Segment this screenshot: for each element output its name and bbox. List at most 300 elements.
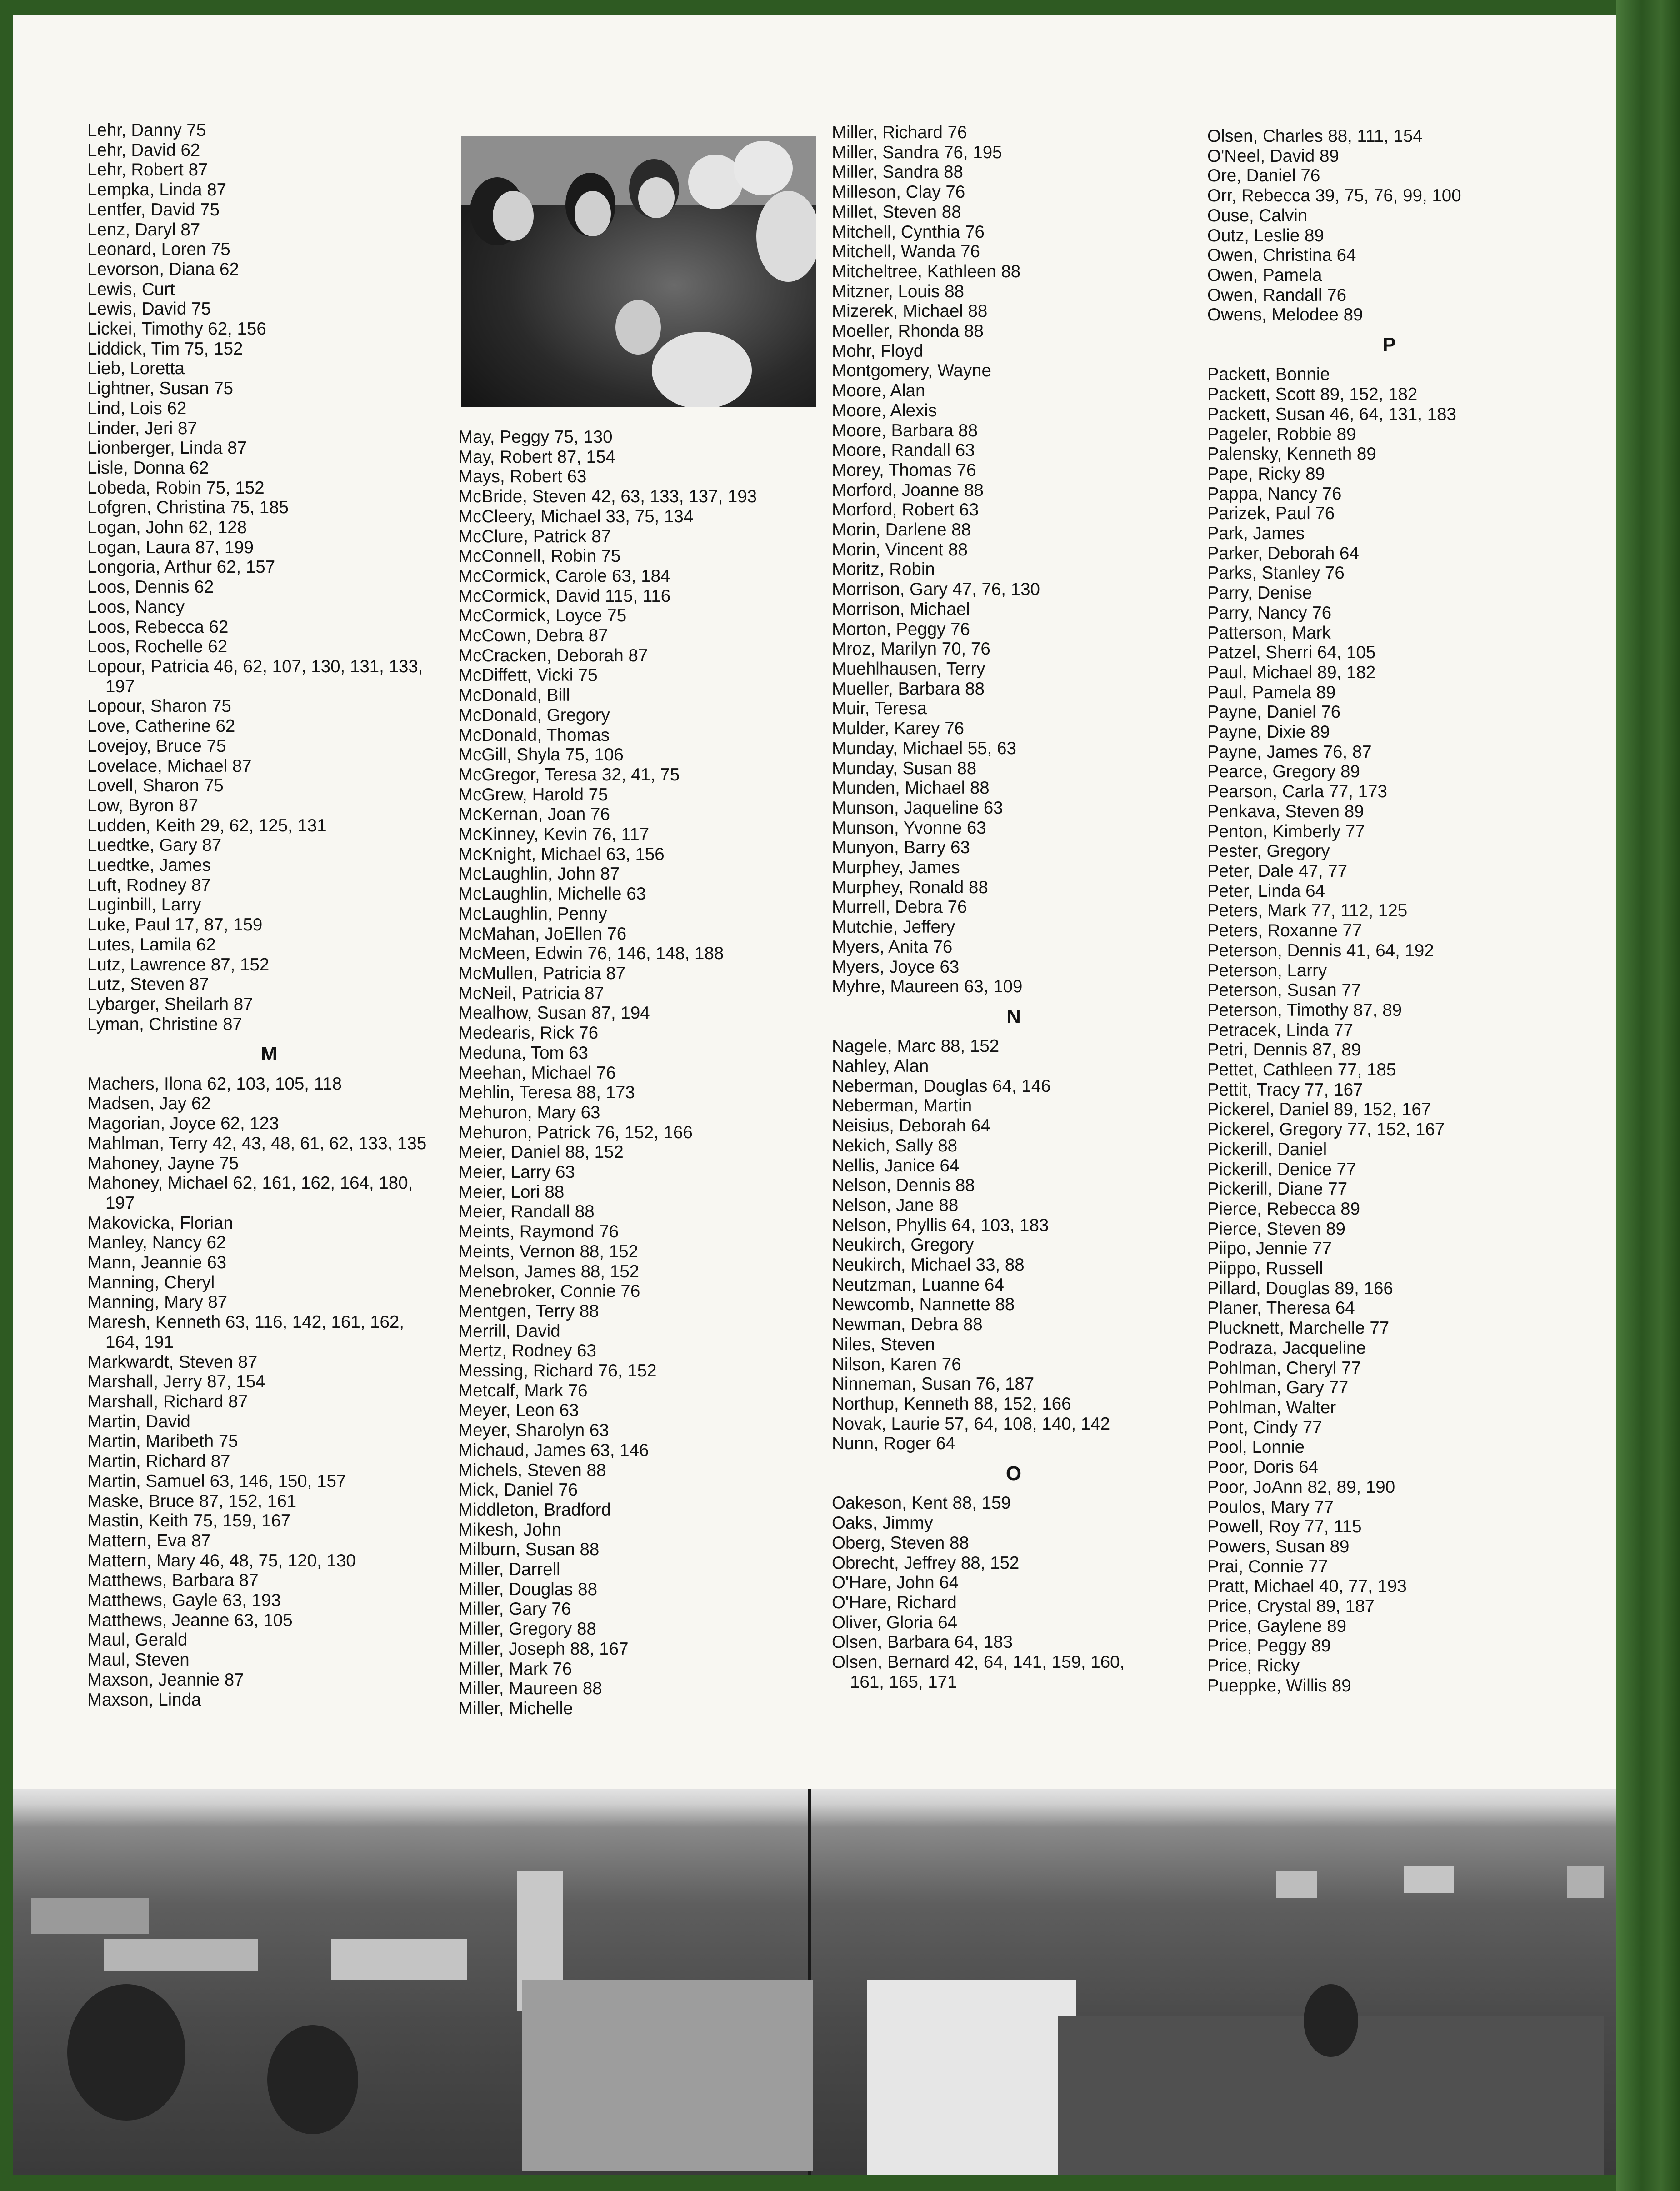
- house: [1567, 1866, 1604, 1898]
- index-entry: Leonard, Loren 75: [87, 240, 230, 260]
- index-entry: Luft, Rodney 87: [87, 875, 211, 895]
- index-entry: Miller, Darrell: [458, 1560, 560, 1580]
- index-entry: Moore, Alexis: [832, 400, 937, 420]
- index-entry: Meduna, Tom 63: [458, 1043, 589, 1063]
- index-entry: Meier, Larry 63: [458, 1162, 575, 1182]
- index-entry: Northup, Kenneth 88, 152, 166: [832, 1394, 1071, 1414]
- index-entry: Miller, Mark 76: [458, 1659, 572, 1679]
- index-entry: Packett, Susan 46, 64, 131, 183: [1207, 404, 1456, 424]
- index-entry: Makovicka, Florian: [87, 1213, 233, 1233]
- index-entry: Orr, Rebecca 39, 75, 76, 99, 100: [1207, 186, 1461, 206]
- index-entry: Pont, Cindy 77: [1207, 1417, 1322, 1437]
- index-entry: Patterson, Mark: [1207, 623, 1331, 643]
- index-entry: Luedtke, Gary 87: [87, 835, 222, 855]
- index-entry: Mattern, Mary 46, 48, 75, 120, 130: [87, 1551, 356, 1571]
- index-entry: Pohlman, Walter: [1207, 1397, 1336, 1417]
- index-entry: Lutz, Lawrence 87, 152: [87, 955, 270, 975]
- index-entry: Manley, Nancy 62: [87, 1233, 226, 1253]
- index-entry: Mroz, Marilyn 70, 76: [832, 639, 990, 659]
- index-entry: Loos, Nancy: [87, 597, 185, 617]
- index-entry: Ludden, Keith 29, 62, 125, 131: [87, 815, 327, 835]
- index-entry: Penton, Kimberly 77: [1207, 821, 1365, 841]
- index-entry: Outz, Leslie 89: [1207, 225, 1324, 245]
- index-entry: Pester, Gregory: [1207, 841, 1330, 861]
- index-column-4: [1207, 126, 1571, 1696]
- section-letter: O: [1005, 1462, 1022, 1485]
- index-entry: Poulos, Mary 77: [1207, 1497, 1334, 1517]
- index-entry: Morrison, Gary 47, 76, 130: [832, 580, 1040, 600]
- index-entry: Parry, Nancy 76: [1207, 603, 1332, 623]
- index-entry: Martin, David: [87, 1411, 190, 1431]
- index-entry: Loos, Rebecca 62: [87, 617, 229, 637]
- index-entry: 197: [105, 1193, 135, 1213]
- index-entry: Pettet, Cathleen 77, 185: [1207, 1060, 1396, 1080]
- photo-figure: [575, 191, 611, 236]
- index-entry: Miller, Gary 76: [458, 1599, 571, 1619]
- index-entry: Neberman, Martin: [832, 1096, 972, 1116]
- index-entry: Liddick, Tim 75, 152: [87, 339, 243, 359]
- index-entry: McCleery, Michael 33, 75, 134: [458, 506, 694, 526]
- index-entry: Parizek, Paul 76: [1207, 504, 1335, 524]
- index-entry: Montgomery, Wayne: [832, 361, 991, 381]
- index-entry: Nilson, Karen 76: [832, 1354, 961, 1374]
- index-entry: Peter, Linda 64: [1207, 881, 1325, 901]
- index-entry: Markwardt, Steven 87: [87, 1352, 258, 1372]
- photo-figure: [756, 191, 816, 282]
- index-entry: Planer, Theresa 64: [1207, 1298, 1355, 1318]
- index-entry: McLaughlin, John 87: [458, 864, 620, 884]
- building-roof: [331, 1939, 467, 1980]
- index-entry: Lovell, Sharon 75: [87, 776, 224, 796]
- index-entry: Maul, Steven: [87, 1650, 190, 1670]
- index-entry: O'Hare, Richard: [832, 1593, 957, 1612]
- index-entry: Niles, Steven: [832, 1334, 935, 1354]
- index-entry: Mulder, Karey 76: [832, 719, 965, 739]
- index-entry: McDonald, Bill: [458, 685, 570, 705]
- index-entry: Owen, Christina 64: [1207, 245, 1356, 265]
- index-entry: Paul, Michael 89, 182: [1207, 662, 1376, 682]
- index-entry: Mick, Daniel 76: [458, 1480, 578, 1500]
- index-entry: Murphey, James: [832, 858, 960, 878]
- index-entry: Miller, Maureen 88: [458, 1679, 602, 1699]
- index-entry: Merrill, David: [458, 1321, 560, 1341]
- index-entry: Marshall, Richard 87: [87, 1391, 248, 1411]
- index-entry: McGill, Shyla 75, 106: [458, 745, 624, 765]
- index-entry: Moore, Barbara 88: [832, 420, 978, 440]
- index-entry: Novak, Laurie 57, 64, 108, 140, 142: [832, 1414, 1110, 1434]
- index-entry: Podraza, Jacqueline: [1207, 1338, 1366, 1358]
- photo-figure: [615, 300, 661, 355]
- index-entry: Parks, Stanley 76: [1207, 563, 1345, 583]
- index-entry: Obrecht, Jeffrey 88, 152: [832, 1553, 1020, 1573]
- index-entry: McBride, Steven 42, 63, 133, 137, 193: [458, 487, 757, 507]
- index-entry: Payne, Dixie 89: [1207, 722, 1330, 742]
- index-entry: Moore, Randall 63: [832, 440, 975, 460]
- index-entry: Price, Crystal 89, 187: [1207, 1596, 1375, 1616]
- index-entry: Lyman, Christine 87: [87, 1014, 242, 1034]
- index-entry: Mehuron, Mary 63: [458, 1102, 600, 1122]
- index-entry: Mitzner, Louis 88: [832, 281, 965, 301]
- index-entry: Miller, Douglas 88: [458, 1579, 598, 1599]
- building-roof: [104, 1939, 258, 1971]
- index-entry: Murphey, Ronald 88: [832, 877, 988, 897]
- section-letter: N: [1006, 1005, 1021, 1028]
- index-entry: Meier, Daniel 88, 152: [458, 1142, 624, 1162]
- index-entry: Meyer, Sharolyn 63: [458, 1421, 609, 1441]
- index-entry: Pickerel, Gregory 77, 152, 167: [1207, 1120, 1445, 1140]
- index-entry: Martin, Samuel 63, 146, 150, 157: [87, 1471, 346, 1491]
- index-entry: Price, Gaylene 89: [1207, 1616, 1347, 1636]
- tree: [267, 2025, 358, 2134]
- index-entry: Pool, Lonnie: [1207, 1437, 1305, 1457]
- index-entry: Morey, Thomas 76: [832, 460, 976, 480]
- index-entry: Peter, Dale 47, 77: [1207, 861, 1348, 881]
- index-entry: Pettit, Tracy 77, 167: [1207, 1080, 1363, 1100]
- index-entry: Nelson, Phyllis 64, 103, 183: [832, 1215, 1049, 1235]
- index-entry: 164, 191: [105, 1332, 174, 1352]
- index-entry: Pickerill, Denice 77: [1207, 1159, 1356, 1179]
- index-entry: Lionberger, Linda 87: [87, 438, 247, 458]
- index-entry: Lybarger, Sheilarh 87: [87, 994, 253, 1014]
- index-entry: Oaks, Jimmy: [832, 1513, 933, 1533]
- index-entry: Lewis, David 75: [87, 299, 211, 319]
- index-entry: Pratt, Michael 40, 77, 193: [1207, 1576, 1407, 1596]
- index-entry: Ninneman, Susan 76, 187: [832, 1374, 1035, 1394]
- index-entry: Munson, Jaqueline 63: [832, 798, 1003, 818]
- index-entry: Morin, Vincent 88: [832, 540, 968, 560]
- index-entry: Meyer, Leon 63: [458, 1401, 579, 1421]
- index-entry: Lopour, Sharon 75: [87, 696, 231, 716]
- index-entry: McKnight, Michael 63, 156: [458, 844, 665, 864]
- index-entry: McCormick, Loyce 75: [458, 606, 627, 626]
- index-entry: Mohr, Floyd: [832, 341, 924, 361]
- index-entry: Pickerill, Diane 77: [1207, 1179, 1348, 1199]
- index-entry: McCormick, Carole 63, 184: [458, 566, 670, 586]
- index-entry: Meier, Lori 88: [458, 1182, 565, 1202]
- index-entry: Peterson, Dennis 41, 64, 192: [1207, 940, 1434, 960]
- index-entry: Lehr, David 62: [87, 140, 200, 160]
- index-entry: Owen, Pamela: [1207, 265, 1322, 285]
- index-column-1: [87, 120, 451, 1710]
- index-entry: McConnell, Robin 75: [458, 546, 621, 566]
- index-entry: McDiffett, Vicki 75: [458, 665, 598, 685]
- index-entry: Miller, Sandra 88: [832, 162, 963, 182]
- index-entry: Lovejoy, Bruce 75: [87, 736, 226, 756]
- index-entry: McMullen, Patricia 87: [458, 963, 626, 983]
- index-column-2: [458, 427, 822, 1719]
- index-entry: Peterson, Larry: [1207, 960, 1327, 980]
- index-entry: Luke, Paul 17, 87, 159: [87, 915, 263, 935]
- index-entry: Olsen, Barbara 64, 183: [832, 1632, 1013, 1652]
- index-entry: Manning, Cheryl: [87, 1272, 215, 1292]
- index-entry: Munday, Susan 88: [832, 758, 977, 778]
- index-entry: Pageler, Robbie 89: [1207, 424, 1356, 444]
- index-entry: Pillard, Douglas 89, 166: [1207, 1278, 1393, 1298]
- index-entry: Morrison, Michael: [832, 599, 970, 619]
- index-entry: Moore, Alan: [832, 381, 925, 401]
- index-entry: Mattern, Eva 87: [87, 1531, 211, 1551]
- index-entry: Melson, James 88, 152: [458, 1261, 640, 1281]
- index-entry: Meier, Randall 88: [458, 1202, 595, 1222]
- index-entry: Muehlhausen, Terry: [832, 659, 985, 679]
- index-entry: Maske, Bruce 87, 152, 161: [87, 1491, 297, 1511]
- index-entry: Ouse, Calvin: [1207, 205, 1308, 225]
- index-entry: Murrell, Debra 76: [832, 897, 967, 917]
- index-entry: McMeen, Edwin 76, 146, 148, 188: [458, 944, 724, 964]
- index-entry: Palensky, Kenneth 89: [1207, 444, 1376, 464]
- index-entry: Paul, Pamela 89: [1207, 682, 1336, 702]
- index-entry: Mitcheltree, Kathleen 88: [832, 261, 1021, 281]
- section-letter: P: [1382, 334, 1396, 356]
- index-entry: Lewis, Curt: [87, 279, 175, 299]
- index-entry: Pickerel, Daniel 89, 152, 167: [1207, 1100, 1431, 1120]
- index-entry: Medearis, Rick 76: [458, 1023, 599, 1043]
- index-entry: 197: [105, 676, 135, 696]
- index-entry: Mentgen, Terry 88: [458, 1301, 599, 1321]
- index-entry: Pickerill, Daniel: [1207, 1139, 1327, 1159]
- index-entry: Neisius, Deborah 64: [832, 1116, 990, 1136]
- index-entry: Myers, Anita 76: [832, 937, 953, 957]
- photo-figure: [652, 332, 752, 407]
- index-entry: Milburn, Susan 88: [458, 1540, 600, 1560]
- index-entry: Olsen, Charles 88, 111, 154: [1207, 126, 1423, 146]
- index-entry: Linder, Jeri 87: [87, 418, 197, 438]
- index-entry: Matthews, Barbara 87: [87, 1571, 259, 1591]
- index-entry: Nelson, Jane 88: [832, 1195, 959, 1215]
- index-entry: McDonald, Gregory: [458, 705, 610, 725]
- index-entry: Peters, Roxanne 77: [1207, 921, 1362, 941]
- index-entry: Levorson, Diana 62: [87, 259, 239, 279]
- index-entry: Newcomb, Nannette 88: [832, 1295, 1015, 1315]
- index-entry: Mizerek, Michael 88: [832, 301, 988, 321]
- tree: [1304, 1984, 1358, 2057]
- index-entry: Myhre, Maureen 63, 109: [832, 977, 1023, 997]
- index-entry: Petracek, Linda 77: [1207, 1020, 1354, 1040]
- index-entry: Nagele, Marc 88, 152: [832, 1036, 1000, 1056]
- index-entry: Moeller, Rhonda 88: [832, 321, 984, 341]
- index-entry: McClure, Patrick 87: [458, 526, 611, 546]
- index-entry: Moritz, Robin: [832, 560, 935, 580]
- index-entry: Marshall, Jerry 87, 154: [87, 1372, 265, 1392]
- index-entry: Mitchell, Wanda 76: [832, 242, 980, 262]
- index-entry: Peterson, Susan 77: [1207, 980, 1361, 1000]
- index-entry: Meints, Raymond 76: [458, 1222, 619, 1242]
- index-entry: Pohlman, Cheryl 77: [1207, 1358, 1361, 1378]
- index-entry: Pierce, Steven 89: [1207, 1219, 1345, 1239]
- index-entry: Lopour, Patricia 46, 62, 107, 130, 131, 133,: [87, 656, 423, 676]
- index-entry: Plucknett, Marchelle 77: [1207, 1318, 1390, 1338]
- index-entry: Muir, Teresa: [832, 699, 927, 719]
- photo-figure: [638, 177, 675, 218]
- index-entry: Oakeson, Kent 88, 159: [832, 1493, 1011, 1513]
- index-entry: Luedtke, James: [87, 855, 211, 875]
- index-entry: Poor, Doris 64: [1207, 1457, 1318, 1477]
- index-entry: Logan, Laura 87, 199: [87, 537, 254, 557]
- index-entry: Lehr, Danny 75: [87, 120, 206, 140]
- index-entry: May, Robert 87, 154: [458, 447, 615, 467]
- index-entry: Middleton, Bradford: [458, 1500, 611, 1520]
- index-entry: Morford, Joanne 88: [832, 480, 984, 500]
- index-entry: Mitchell, Cynthia 76: [832, 222, 985, 242]
- index-entry: Nelson, Dennis 88: [832, 1176, 975, 1196]
- group-photo: [461, 136, 816, 407]
- index-entry: Miller, Richard 76: [832, 123, 967, 142]
- index-entry: Morton, Peggy 76: [832, 619, 970, 639]
- index-entry: Newman, Debra 88: [832, 1315, 983, 1335]
- index-entry: McNeil, Patricia 87: [458, 983, 604, 1003]
- photo-figure: [493, 191, 534, 241]
- index-entry: McKernan, Joan 76: [458, 805, 610, 825]
- index-entry: Lenz, Daryl 87: [87, 220, 200, 240]
- index-column-3: [832, 123, 1195, 1692]
- index-entry: Maxson, Jeannie 87: [87, 1670, 244, 1690]
- book-spine: [1616, 0, 1680, 2191]
- index-entry: Munday, Michael 55, 63: [832, 738, 1016, 758]
- index-entry: Pueppke, Willis 89: [1207, 1676, 1351, 1696]
- index-entry: Messing, Richard 76, 152: [458, 1361, 657, 1381]
- index-entry: McMahan, JoEllen 76: [458, 924, 627, 944]
- index-entry: Milleson, Clay 76: [832, 182, 965, 202]
- index-entry: Madsen, Jay 62: [87, 1094, 211, 1114]
- index-entry: Mays, Robert 63: [458, 467, 587, 487]
- index-entry: Oliver, Gloria 64: [832, 1612, 958, 1632]
- index-entry: Mahlman, Terry 42, 43, 48, 61, 62, 133, 135: [87, 1133, 427, 1153]
- index-entry: Powers, Susan 89: [1207, 1536, 1350, 1556]
- index-entry: Morin, Darlene 88: [832, 520, 971, 540]
- index-entry: Myers, Joyce 63: [832, 957, 960, 977]
- index-entry: Lofgren, Christina 75, 185: [87, 498, 289, 518]
- index-entry: Neukirch, Gregory: [832, 1235, 974, 1255]
- index-entry: O'Hare, John 64: [832, 1573, 959, 1593]
- index-entry: Nekich, Sally 88: [832, 1136, 958, 1156]
- index-entry: Menebroker, Connie 76: [458, 1281, 640, 1301]
- index-entry: Nellis, Janice 64: [832, 1156, 960, 1176]
- index-entry: Owen, Randall 76: [1207, 285, 1347, 305]
- index-entry: Manning, Mary 87: [87, 1292, 228, 1312]
- index-entry: Munson, Yvonne 63: [832, 818, 986, 838]
- index-entry: Maresh, Kenneth 63, 116, 142, 161, 162,: [87, 1312, 405, 1332]
- index-entry: Munden, Michael 88: [832, 778, 990, 798]
- index-entry: 161, 165, 171: [850, 1672, 957, 1692]
- index-entry: Peters, Mark 77, 112, 125: [1207, 901, 1408, 921]
- index-entry: Piipo, Jennie 77: [1207, 1239, 1332, 1259]
- index-entry: Logan, John 62, 128: [87, 518, 247, 538]
- index-entry: Magorian, Joyce 62, 123: [87, 1114, 279, 1134]
- tree: [67, 1984, 185, 2121]
- index-entry: Mealhow, Susan 87, 194: [458, 1003, 650, 1023]
- index-entry: Lind, Lois 62: [87, 398, 187, 418]
- index-entry: Meints, Vernon 88, 152: [458, 1241, 638, 1261]
- index-entry: Longoria, Arthur 62, 157: [87, 557, 275, 577]
- index-entry: Lobeda, Robin 75, 152: [87, 478, 265, 498]
- index-entry: May, Peggy 75, 130: [458, 427, 613, 447]
- index-entry: Mutchie, Jeffery: [832, 917, 955, 937]
- index-entry: Prai, Connie 77: [1207, 1556, 1328, 1576]
- index-entry: Parker, Deborah 64: [1207, 543, 1359, 563]
- index-entry: McDonald, Thomas: [458, 725, 610, 745]
- index-entry: Miller, Gregory 88: [458, 1619, 596, 1639]
- index-entry: Mastin, Keith 75, 159, 167: [87, 1511, 291, 1531]
- index-entry: Loos, Rochelle 62: [87, 637, 228, 657]
- index-entry: Lutz, Steven 87: [87, 975, 209, 995]
- index-entry: McGregor, Teresa 32, 41, 75: [458, 765, 680, 785]
- index-entry: Millet, Steven 88: [832, 202, 961, 222]
- index-entry: Pierce, Rebecca 89: [1207, 1199, 1360, 1219]
- index-entry: Neberman, Douglas 64, 146: [832, 1076, 1051, 1096]
- index-entry: Nahley, Alan: [832, 1056, 929, 1076]
- building-roof: [31, 1898, 149, 1934]
- index-entry: Park, James: [1207, 524, 1305, 544]
- index-entry: Lehr, Robert 87: [87, 160, 208, 180]
- index-entry: Morford, Robert 63: [832, 500, 979, 520]
- index-entry: Olsen, Bernard 42, 64, 141, 159, 160,: [832, 1652, 1125, 1672]
- town-panorama-photo: [13, 1789, 1616, 2175]
- index-entry: Lickei, Timothy 62, 156: [87, 319, 266, 339]
- index-entry: Penkava, Steven 89: [1207, 801, 1364, 821]
- index-entry: Miller, Joseph 88, 167: [458, 1639, 629, 1659]
- index-entry: Payne, James 76, 87: [1207, 742, 1372, 762]
- index-entry: Martin, Maribeth 75: [87, 1431, 238, 1451]
- index-entry: Mann, Jeannie 63: [87, 1253, 227, 1273]
- index-entry: Price, Ricky: [1207, 1656, 1300, 1676]
- index-entry: McCracken, Deborah 87: [458, 645, 648, 665]
- index-entry: Pearce, Gregory 89: [1207, 762, 1360, 782]
- index-entry: Price, Peggy 89: [1207, 1636, 1331, 1656]
- index-entry: O'Neel, David 89: [1207, 146, 1339, 166]
- index-entry: Payne, Daniel 76: [1207, 702, 1341, 722]
- index-entry: Poor, JoAnn 82, 89, 190: [1207, 1477, 1395, 1497]
- index-entry: Luginbill, Larry: [87, 895, 201, 915]
- index-entry: Low, Byron 87: [87, 795, 198, 815]
- index-entry: Pape, Ricky 89: [1207, 464, 1325, 484]
- index-entry: Mahoney, Michael 62, 161, 162, 164, 180,: [87, 1173, 413, 1193]
- index-entry: Mueller, Barbara 88: [832, 679, 985, 699]
- index-entry: Maxson, Linda: [87, 1690, 201, 1710]
- index-entry: Mehuron, Patrick 76, 152, 166: [458, 1122, 693, 1142]
- index-entry: Miller, Michelle: [458, 1699, 573, 1718]
- index-entry: Packett, Scott 89, 152, 182: [1207, 385, 1418, 405]
- index-entry: Mertz, Rodney 63: [458, 1341, 596, 1361]
- index-entry: Loos, Dennis 62: [87, 577, 214, 597]
- index-entry: Petri, Dennis 87, 89: [1207, 1040, 1361, 1060]
- index-entry: McCown, Debra 87: [458, 626, 608, 646]
- index-entry: Mehlin, Teresa 88, 173: [458, 1083, 635, 1103]
- house: [1404, 1866, 1454, 1893]
- index-entry: Powell, Roy 77, 115: [1207, 1517, 1362, 1537]
- index-entry: Michaud, James 63, 146: [458, 1440, 649, 1460]
- church-wall: [867, 1980, 1076, 2175]
- church-building: [522, 1980, 813, 2171]
- index-entry: Ore, Daniel 76: [1207, 166, 1320, 186]
- index-entry: McLaughlin, Penny: [458, 904, 607, 924]
- index-entry: Nunn, Roger 64: [832, 1434, 955, 1454]
- index-entry: McLaughlin, Michelle 63: [458, 884, 646, 904]
- index-entry: Munyon, Barry 63: [832, 838, 970, 858]
- index-entry: Lovelace, Michael 87: [87, 756, 252, 776]
- index-entry: Piippo, Russell: [1207, 1259, 1323, 1279]
- index-entry: Oberg, Steven 88: [832, 1533, 969, 1553]
- index-entry: Meehan, Michael 76: [458, 1063, 616, 1083]
- house: [1276, 1871, 1317, 1898]
- index-entry: Parry, Denise: [1207, 583, 1312, 603]
- index-entry: Love, Catherine 62: [87, 716, 235, 736]
- index-entry: Mikesh, John: [458, 1520, 561, 1540]
- index-entry: Pappa, Nancy 76: [1207, 484, 1342, 504]
- index-entry: Lieb, Loretta: [87, 359, 185, 379]
- index-entry: Pohlman, Gary 77: [1207, 1378, 1349, 1398]
- photo-figure: [734, 141, 793, 195]
- index-entry: Peterson, Timothy 87, 89: [1207, 1000, 1402, 1020]
